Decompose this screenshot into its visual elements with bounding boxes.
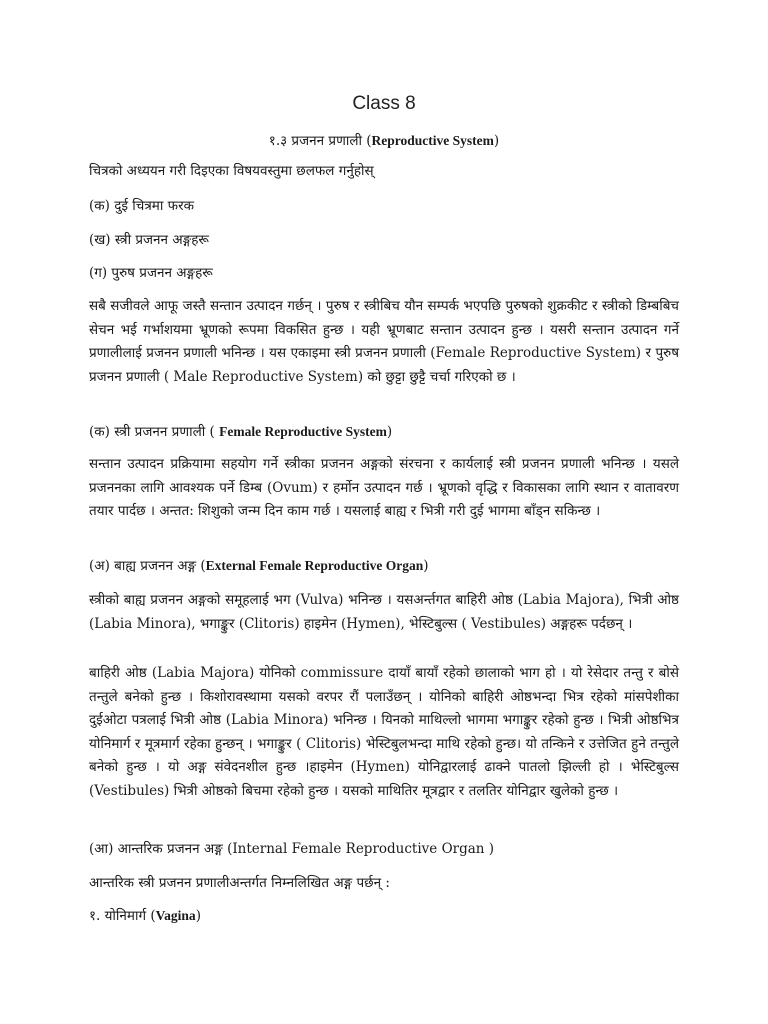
heading-female-system (89, 422, 392, 442)
heading-female-prefix: (क) स्त्री प्रजनन प्रणाली ( (89, 424, 220, 440)
paragraph-female-system: सन्तान उत्पादन प्रक्रियामा सहयोग गर्ने स्त्रीका प्रजनन अङ्गको संरचना र कार्यलाई स्त्री प्रजनन प्रणाली भनिन्छ । यसले प्रजननका लागि आवश्यक पर्ने डिम्ब (Ovum) र हर्मोन उत्पादन गर्छ । भ्रूणको वृद्धि र विकासका लागि स्थान र वातावरण तयार पार्दछ । अन्तत: शिशुको जन्म दिन काम गर्छ । यसलाई बाह्य र भित्री गरी दुई भागमा बाँड्न सकिन्छ । (89, 456, 679, 520)
heading-female-close: ) (386, 424, 393, 440)
heading-female-english: Female Reproductive System (219, 424, 387, 439)
list-item-english: Vagina (155, 908, 196, 923)
heading-external-close: ) (423, 558, 429, 574)
heading-external-prefix: (अ) बाह्य प्रजनन अङ्ग ( (89, 558, 206, 574)
paragraph-intro: सबै सजीवले आफू जस्तै सन्तान उत्पादन गर्छन् । पुरुष र स्त्रीबिच यौन सम्पर्क भएपछि पुरुषको शुक्रकीट र स्त्रीको डिम्बबिच सेचन भई गर्भाशयमा भ्रूणको रूपमा विकसित हुन्छ । यही भ्रूणबाट सन्तान उत्पादन हुन्छ । यसरी सन्तान उत्पादन गर्ने प्रणालीलाई प्रजनन प्रणाली भनिन्छ । यस एकाइमा स्त्री प्रजनन प्रणाली (Female Reproductive System) र पुरुष प्रजनन प्रणाली ( Male Reproductive System) को छुट्टा छुट्टै चर्चा गरिएको छ । (89, 298, 679, 385)
heading-external-organ (89, 556, 429, 576)
heading-internal-organ: (आ) आन्तरिक प्रजनन अङ्ग (Internal Female Reproductive Organ ) (89, 841, 495, 857)
list-item-vagina (89, 906, 201, 926)
question-c: (ग) पुरुष प्रजनन अङ्गहरू (89, 265, 213, 281)
page-title: Class 8 (352, 93, 416, 114)
section-heading-number: १.३ प्रजनन प्रणाली ( (268, 133, 372, 149)
paragraph-organ-details: बाहिरी ओष्ठ (Labia Majora) योनिको commissure दायाँ बायाँ रहेको छालाको भाग हो । यो रेसेदार तन्तु र बोसे तन्तुले बनेको हुन्छ । किशोरावस्थामा यसको वरपर रौं पलाउँछन् । योनिको बाहिरी ओष्ठभन्दा भित्र रहेको मांसपेशीका दुईओटा पत्रलाई भित्री ओष्ठ (Labia Minora) भनिन्छ । यिनको माथिल्लो भागमा भगाङ्कुर रहेको हुन्छ । भित्री ओष्ठभित्र योनिमार्ग र मूत्रमार्ग रहेका हुन्छन् । भगाङ्कुर ( Clitoris) भेस्टिबुलभन्दा माथि रहेको हुन्छ। यो तन्किने र उत्तेजित हुने तन्तुले बनेको हुन्छ । यो अङ्ग संवेदनशील हुन्छ ।हाइमेन (Hymen) योनिद्वारलाई ढाक्ने पातलो झिल्ली हो । भेस्टिबुल्स (Vestibules) भित्री ओष्ठको बिचमा रहेको हुन्छ । यसको माथितिर मूत्रद्वार र तलतिर योनिद्वार खुलेको हुन्छ । (89, 665, 679, 799)
heading-external-english: External Female Reproductive Organ (205, 558, 424, 573)
section-heading-english: Reproductive System (371, 133, 494, 148)
section-heading-close: ) (493, 133, 500, 149)
paragraph-external-organ: स्त्रीको बाह्य प्रजनन अङ्गको समूहलाई भग (Vulva) भनिन्छ । यसअर्न्तगत बाहिरी ओष्ठ (Labia Majora), भित्री ओष्ठ (Labia Minora), भगाङ्कुर (Clitoris) हाइमेन (Hymen), भेस्टिबुल्स ( Vestibules) अङ्गहरू पर्दछन् । (89, 592, 679, 632)
list-item-close: ) (195, 908, 201, 924)
intro-instruction: चित्रको अध्ययन गरी दिइएका विषयवस्तुमा छलफल गर्नुहोस् (89, 163, 374, 179)
list-item-prefix: १. योनिमार्ग ( (89, 908, 156, 924)
question-a: (क) दुई चित्रमा फरक (89, 198, 194, 214)
internal-organ-intro: आन्तरिक स्त्री प्रजनन प्रणालीअन्तर्गत निम्नलिखित अङ्ग पर्छन् : (89, 875, 390, 891)
question-b: (ख) स्त्री प्रजनन अङ्गहरू (89, 232, 209, 248)
section-heading (0, 131, 768, 151)
